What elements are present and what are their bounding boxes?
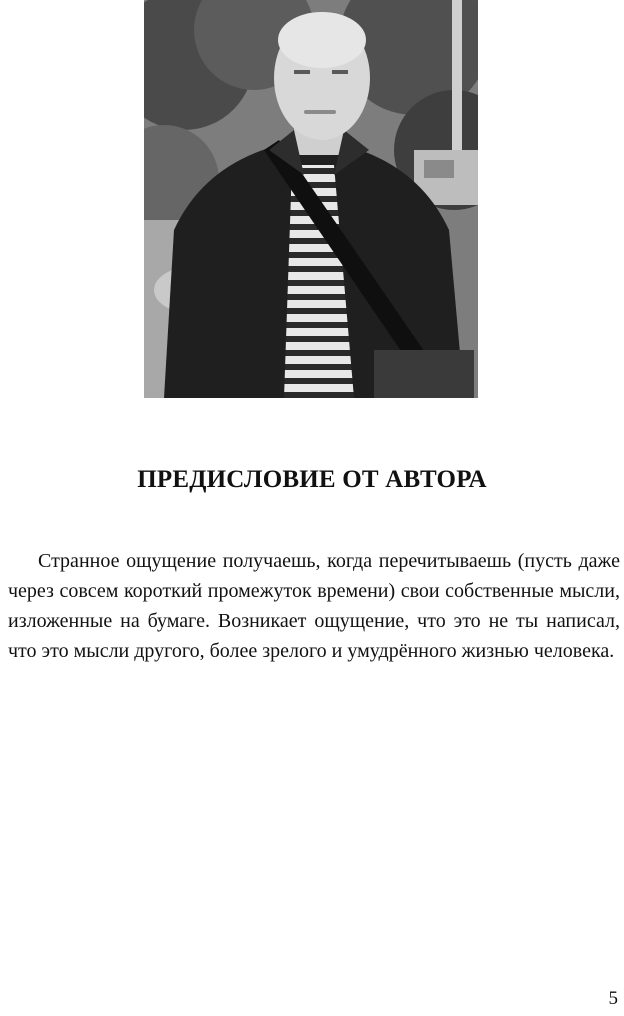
author-photo	[144, 0, 478, 398]
page-number: 5	[608, 988, 618, 1009]
chapter-title: ПРЕДИСЛОВИЕ ОТ АВТОРА	[137, 466, 487, 493]
preface-paragraph: Странное ощущение получаешь, когда перечитываешь (пусть даже через совсем короткий промежуток времени) свои собственные мысли, изложенные на бумаге. Возникает ощущение, что это не ты написал, что это мысли другого, более зрелого и умудрённого жизнью человека.	[8, 550, 620, 662]
